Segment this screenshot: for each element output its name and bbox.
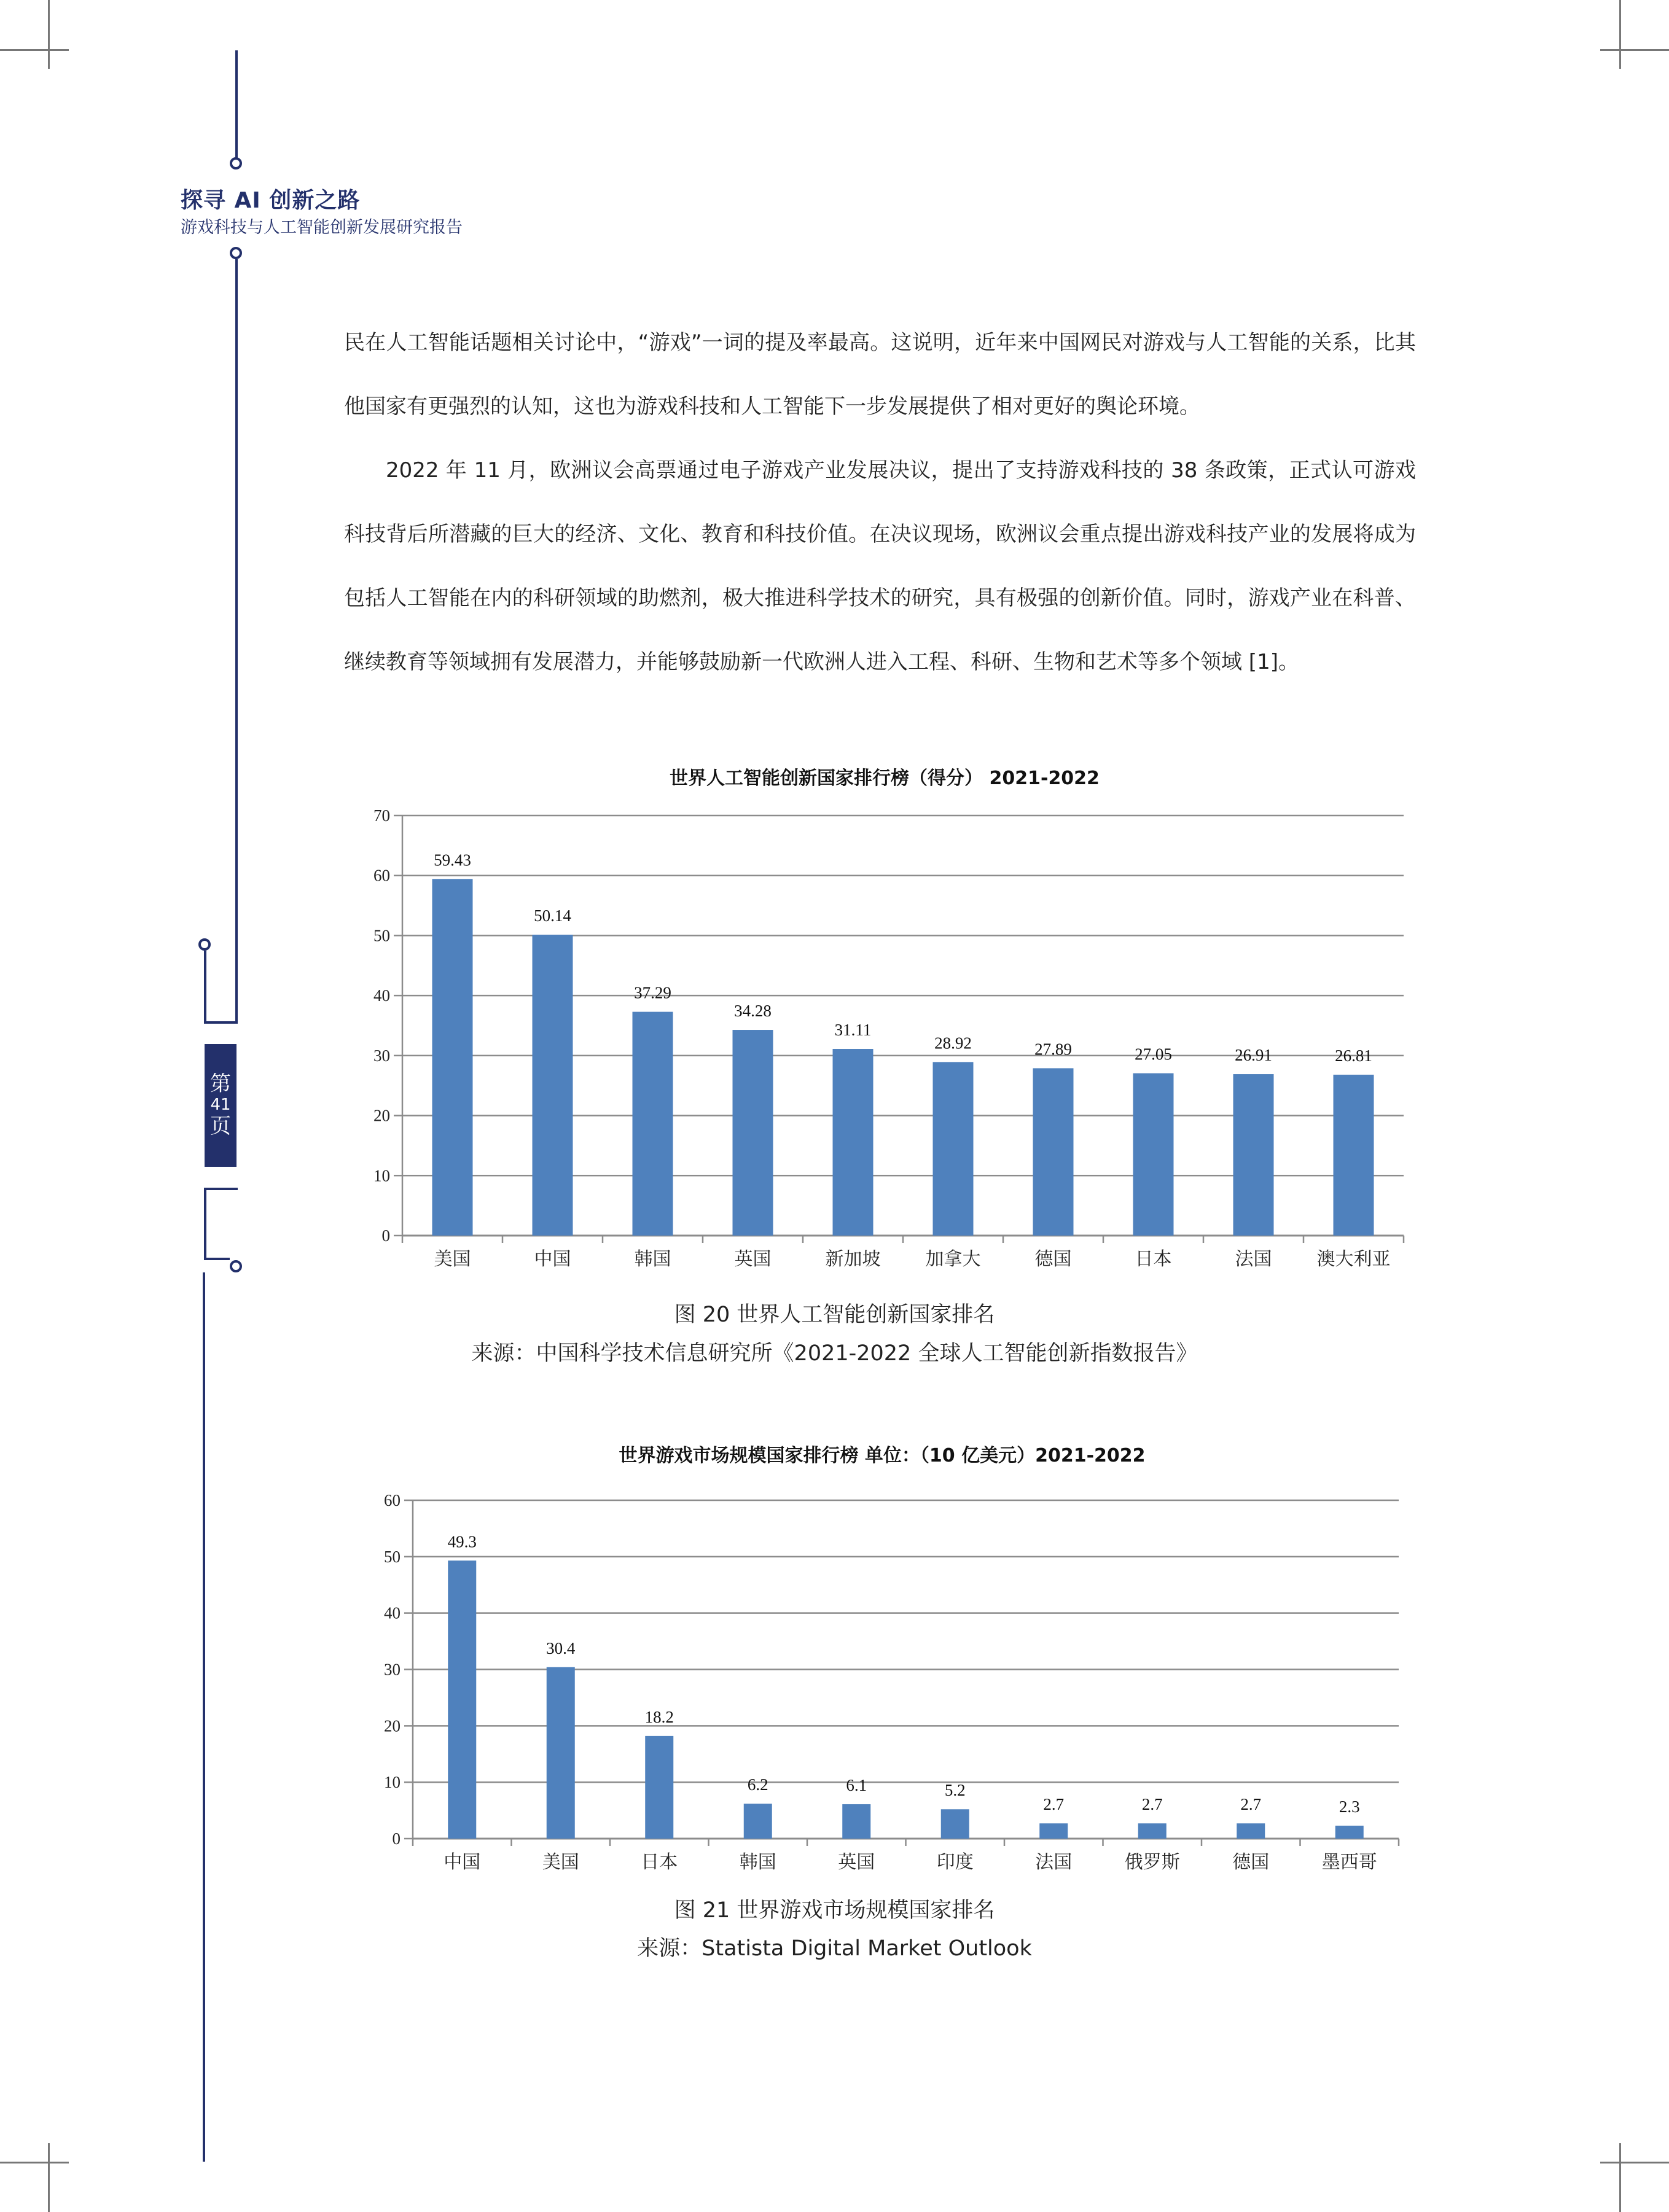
chart-1-source: 来源：中国科学技术信息研究所《2021-2022 全球人工智能创新指数报告》 xyxy=(471,1341,1198,1366)
bar-法国 xyxy=(1039,1823,1068,1839)
y-tick-label: 40 xyxy=(373,986,390,1005)
x-tick-label: 英国 xyxy=(734,1249,772,1269)
bar-美国 xyxy=(547,1667,575,1839)
data-label: 2.7 xyxy=(1043,1795,1065,1814)
x-tick-label: 印度 xyxy=(936,1852,974,1872)
data-label: 59.43 xyxy=(434,851,471,870)
data-label: 50.14 xyxy=(534,906,571,925)
chart-1-caption: 图 20 世界人工智能创新国家排名 xyxy=(674,1303,995,1327)
bar-德国 xyxy=(1237,1823,1265,1839)
chart-title: 世界人工智能创新国家排行榜（得分） 2021-2022 xyxy=(670,768,1100,789)
bar-中国 xyxy=(448,1560,476,1839)
page-number: 41 xyxy=(210,1096,231,1115)
report-title: 探寻 AI 创新之路 xyxy=(181,188,361,213)
y-tick-label: 0 xyxy=(381,1226,390,1245)
data-label: 27.89 xyxy=(1034,1040,1072,1059)
x-tick-label: 法国 xyxy=(1035,1852,1073,1872)
data-label: 6.2 xyxy=(747,1775,768,1794)
bar-印度 xyxy=(941,1809,969,1839)
data-label: 30.4 xyxy=(546,1638,576,1657)
report-subtitle: 游戏科技与人工智能创新发展研究报告 xyxy=(181,218,463,237)
x-tick-label: 俄罗斯 xyxy=(1124,1852,1180,1872)
bar-日本 xyxy=(645,1736,673,1839)
data-label: 37.29 xyxy=(634,983,671,1002)
data-label: 27.05 xyxy=(1135,1045,1172,1064)
y-tick-label: 50 xyxy=(373,926,390,945)
x-tick-label: 韩国 xyxy=(634,1249,671,1269)
data-label: 26.81 xyxy=(1335,1046,1372,1065)
data-label: 5.2 xyxy=(944,1781,966,1800)
y-tick-label: 60 xyxy=(384,1491,401,1509)
page-suffix: 页 xyxy=(210,1113,231,1139)
y-tick-label: 70 xyxy=(373,806,390,825)
data-label: 31.11 xyxy=(834,1021,872,1040)
x-tick-label: 日本 xyxy=(1135,1249,1172,1269)
x-tick-label: 韩国 xyxy=(739,1852,776,1872)
x-tick-label: 美国 xyxy=(542,1852,579,1872)
data-label: 6.1 xyxy=(846,1775,867,1794)
data-label: 2.7 xyxy=(1141,1795,1163,1814)
data-label: 2.7 xyxy=(1240,1795,1262,1814)
bar-英国 xyxy=(842,1804,870,1839)
page-prefix: 第 xyxy=(210,1071,231,1096)
x-tick-label: 墨西哥 xyxy=(1321,1852,1377,1872)
data-label: 18.2 xyxy=(644,1707,674,1726)
bar-韩国 xyxy=(744,1804,772,1839)
y-tick-label: 20 xyxy=(384,1716,401,1735)
data-label: 2.3 xyxy=(1339,1797,1360,1816)
y-tick-label: 60 xyxy=(373,866,390,885)
x-tick-label: 美国 xyxy=(434,1249,471,1269)
bar-俄罗斯 xyxy=(1138,1823,1167,1839)
x-tick-label: 德国 xyxy=(1034,1249,1072,1269)
chart-2-source: 来源：Statista Digital Market Outlook xyxy=(637,1936,1032,1961)
y-tick-label: 10 xyxy=(384,1773,401,1792)
body-paragraph-1: 民在人工智能话题相关讨论中，“游戏”一词的提及率最高。这说明，近年来中国网民对游戏与人工智能的关系，比其他国家有更强烈的认知，这也为游戏科技和人工智能下一步发展提供了相对更好的舆论环境。 xyxy=(344,330,1416,419)
y-tick-label: 30 xyxy=(384,1660,401,1679)
bar-墨西哥 xyxy=(1335,1826,1364,1839)
y-tick-label: 0 xyxy=(392,1829,401,1848)
x-tick-label: 中国 xyxy=(534,1249,571,1269)
x-tick-label: 英国 xyxy=(838,1852,875,1872)
y-tick-label: 10 xyxy=(373,1166,390,1185)
x-tick-label: 加拿大 xyxy=(925,1249,981,1269)
y-tick-label: 20 xyxy=(373,1106,390,1125)
chart-title: 世界游戏市场规模国家排行榜 单位：（10 亿美元）2021-2022 xyxy=(619,1445,1146,1466)
y-tick-label: 50 xyxy=(384,1547,401,1566)
x-tick-label: 德国 xyxy=(1232,1852,1270,1872)
x-tick-label: 澳大利亚 xyxy=(1316,1249,1391,1269)
chart-2-caption: 图 21 世界游戏市场规模国家排名 xyxy=(674,1898,995,1923)
x-tick-label: 日本 xyxy=(641,1852,678,1872)
y-tick-label: 30 xyxy=(373,1046,390,1065)
x-tick-label: 法国 xyxy=(1235,1249,1272,1269)
body-paragraph-2: 2022 年 11 月，欧洲议会高票通过电子游戏产业发展决议，提出了支持游戏科技的 38 条政策，正式认可游戏科技背后所潜藏的巨大的经济、文化、教育和科技价值。在决议现场，欧洲议会重点提出游戏科技产业的发展将成为包括人工智能在内的科研领域的助燃剂，极大推进科学技术的研究，具有极强的创新价值。同时，游戏产业在科普、继续教育等领域拥有发展潜力，并能够鼓励新一代欧洲人进入工程、科研、生物和艺术等多个领域 [1]。 xyxy=(344,458,1416,674)
data-label: 26.91 xyxy=(1235,1046,1272,1065)
x-tick-label: 新加坡 xyxy=(825,1249,881,1269)
data-label: 28.92 xyxy=(934,1034,972,1053)
data-label: 34.28 xyxy=(734,1002,772,1021)
x-tick-label: 中国 xyxy=(444,1852,481,1872)
data-label: 49.3 xyxy=(447,1532,477,1551)
y-tick-label: 40 xyxy=(384,1603,401,1622)
